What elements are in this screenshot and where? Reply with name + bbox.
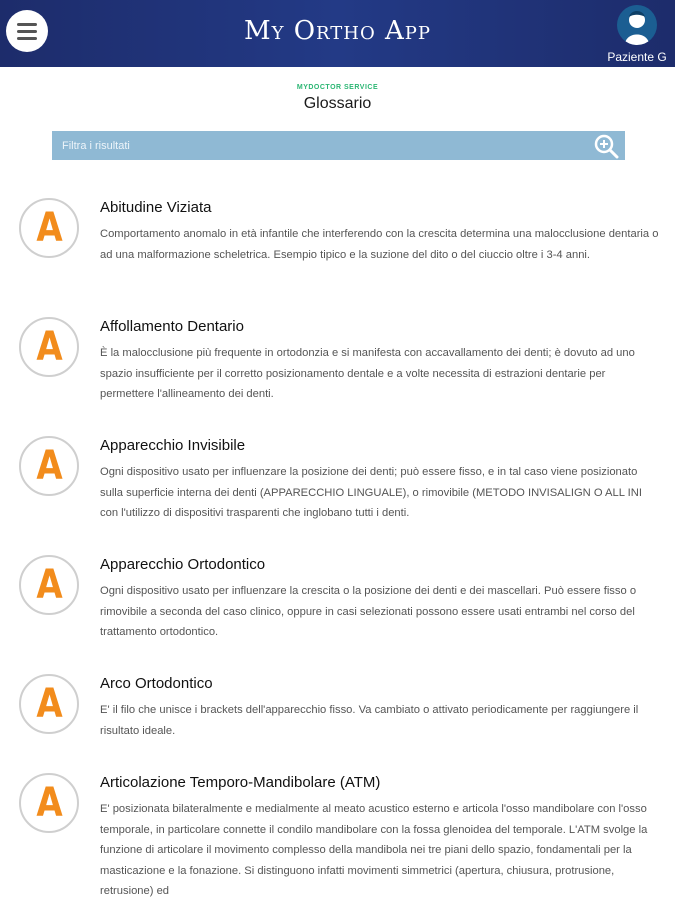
letter-badge: A	[19, 555, 79, 615]
glossary-definition: E' il filo che unisce i brackets dell'apparecchio fisso. Va cambiato o attivato periodicamente per raggiungere il risultato ideale.	[100, 704, 639, 737]
search-zoom-icon[interactable]	[593, 133, 619, 159]
glossary-definition: E' posizionata bilateralmente e medialmente al meato acustico esterno e articola l'osso mandibolare con l'osso temporale, in particolare connette il condilo mandibolare con la fossa glenoidea del temporale. L'ATM svolge la funzione di articolare il movimento complesso della mandibola nei tre piani dello spazio, fondamentali per la masticazione e la fonazione. Si distinguono infatti movimenti simmetrici (apertura, chiusura, protrusione, retrusione) ed	[100, 803, 648, 897]
glossary-definition: Ogni dispositivo usato per influenzare la posizione dei denti; può essere fisso, e in tal caso viene posizionato sulla superficie interna dei denti (APPARECCHIO LINGUALE), o rimovibile (METODO INVISALIGN O ALL INI con l'utilizzo di dispositivi trasparenti che inglobano tutti i denti.	[100, 466, 642, 519]
glossary-definition: Ogni dispositivo usato per influenzare la crescita o la posizione dei denti e dei mascellari. Può essere fisso o rimovibile a seconda del caso clinico, oppure in casi selezionati possono essere usati entrambi nel corso del trattamento ortodontico.	[100, 585, 637, 638]
glossary-term: Abitudine Viziata	[100, 199, 212, 216]
search-bar	[52, 131, 625, 160]
search-input[interactable]	[52, 131, 582, 160]
user-profile[interactable]	[603, 5, 671, 64]
letter-badge: A	[19, 674, 79, 734]
user-avatar-icon	[617, 5, 657, 45]
glossary-term: Affollamento Dentario	[100, 318, 244, 335]
letter-badge: A	[19, 773, 79, 833]
glossary-term: Apparecchio Ortodontico	[100, 556, 266, 573]
letter-badge: A	[19, 317, 79, 377]
glossary-term: Articolazione Temporo-Mandibolare (ATM)	[100, 774, 381, 791]
glossary-definition: Comportamento anomalo in età infantile che interferendo con la crescita determina una malocclusione dentaria o ad una malformazione scheletrica. Esempio tipico e la suzione del dito o del ciuccio oltre i 3-4 anni.	[100, 228, 659, 261]
glossary-term: Apparecchio Invisibile	[100, 437, 246, 454]
user-name: Paziente G	[607, 50, 667, 64]
letter-badge: A	[19, 198, 79, 258]
app-header	[0, 0, 675, 67]
letter-badge: A	[19, 436, 79, 496]
section-label: MYDOCTOR SERVICE	[296, 84, 379, 91]
app-title: My Ortho App	[243, 16, 432, 46]
glossary-term: Arco Ortodontico	[100, 675, 213, 692]
page-title: Glossario	[303, 95, 372, 112]
glossary-definition: È la malocclusione più frequente in ortodonzia e si manifesta con accavallamento dei denti; è dovuto ad uno spazio insufficiente per il corretto posizionamento dentale e a volte necessita di estrazioni dentarie per permettere l'allineamento dei denti.	[100, 347, 635, 400]
